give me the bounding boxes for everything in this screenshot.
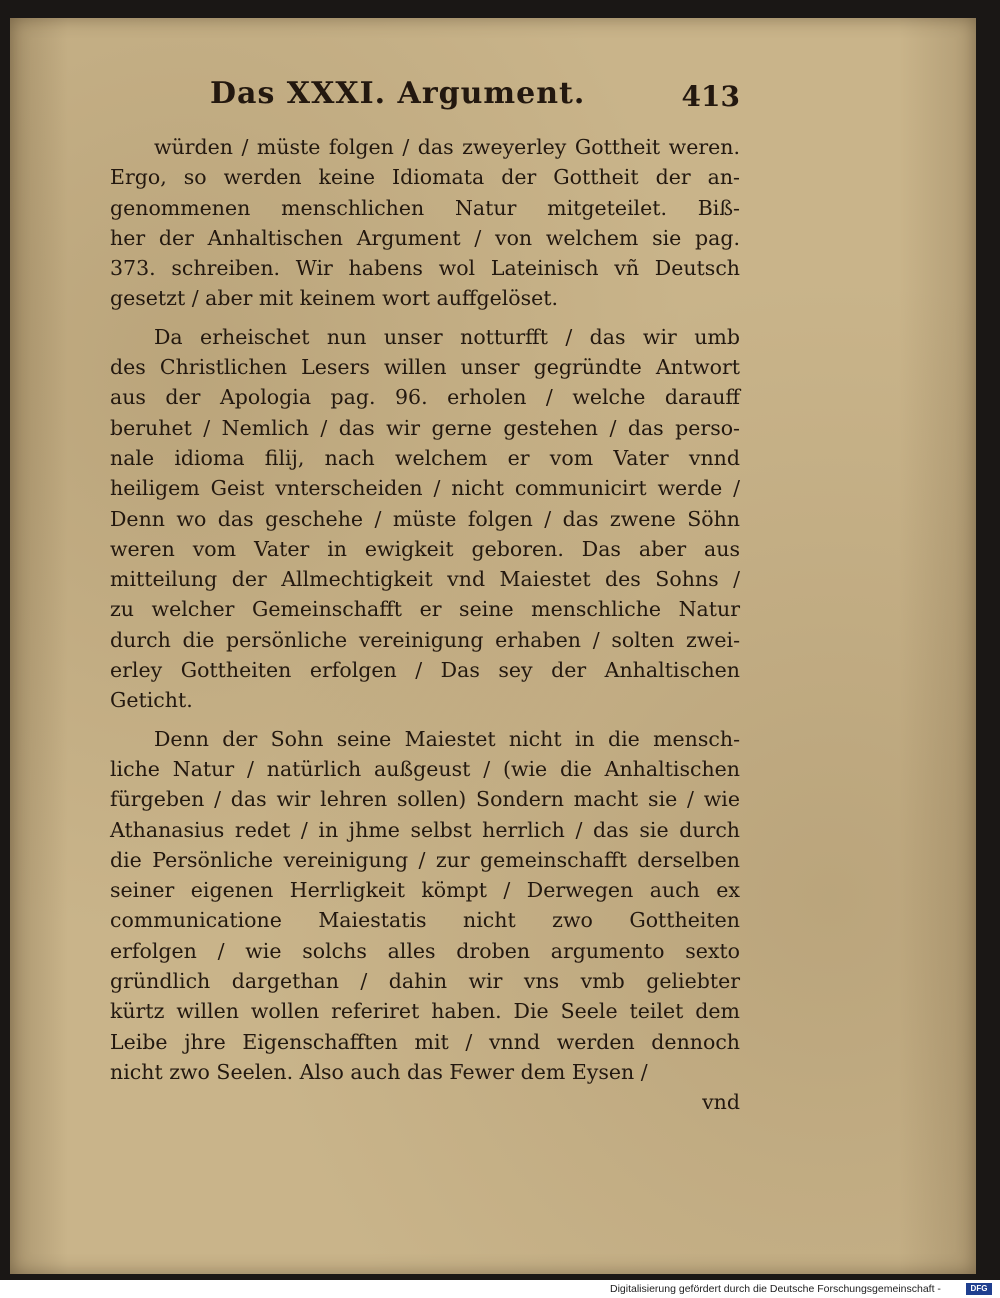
text-line: aus der Apologia pag. 96. erholen / welche darauff	[110, 385, 740, 410]
book-page	[10, 18, 976, 1274]
paragraph	[110, 322, 740, 716]
paragraph	[110, 724, 740, 1088]
text-line: Leibe jhre Eigenschafften mit / vnnd werden dennoch	[110, 1029, 740, 1054]
digitization-credit: Digitalisierung gefördert durch die Deutsche Forschungsgemeinschaft -	[610, 1283, 941, 1295]
text-line: beruhet / Nemlich / das wir gerne gestehen / das perso-	[110, 415, 740, 440]
text-line: zu welcher Gemeinschafft er seine menschliche Natur	[110, 597, 740, 622]
catchword: vnd	[702, 1090, 740, 1115]
text-line: nale idioma filij, nach welchem er vom Vater vnnd	[110, 445, 740, 470]
text-line: Geticht.	[110, 688, 193, 713]
text-line: fürgeben / das wir lehren sollen) Sondern macht sie / wie	[110, 787, 740, 812]
text-line: Denn der Sohn seine Maiestet nicht in die mensch-	[154, 726, 740, 751]
text-line: seiner eigenen Herrligkeit kömpt / Derwegen auch ex	[110, 878, 740, 903]
text-line: des Christlichen Lesers willen unser gegründte Antwort	[110, 355, 740, 380]
text-line: würden / müste folgen / das zweyerley Gottheit weren.	[154, 135, 740, 159]
page-number: 413	[681, 80, 740, 113]
paragraph-gap	[110, 314, 740, 322]
text-line: erley Gottheiten erfolgen / Das sey der Anhaltischen	[110, 658, 740, 683]
text-line: nicht zwo Seelen. Also auch das Fewer dem Eysen /	[110, 1059, 648, 1084]
text-line: weren vom Vater in ewigkeit geboren. Das aber aus	[110, 536, 740, 561]
paragraph	[110, 132, 740, 314]
text-line: die Persönliche vereinigung / zur gemeinschafft derselben	[110, 847, 740, 872]
text-line: mitteilung der Allmechtigkeit vnd Maiestet des Sohns /	[110, 567, 740, 592]
running-head	[110, 76, 740, 132]
text-line: gesetzt / aber mit keinem wort auffgelöset.	[110, 286, 559, 311]
text-line: Ergo, so werden keine Idiomata der Gottheit der an-	[110, 165, 740, 190]
text-line: genommenen menschlichen Natur mitgeteilet. Biß-	[110, 195, 740, 220]
text-line: Athanasius redet / in jhme selbst herrlich / das sie durch	[110, 817, 740, 842]
text-line: Denn wo das geschehe / müste folgen / das zwene Söhn	[110, 506, 740, 531]
text-line: gründlich dargethan / dahin wir vns vmb geliebter	[110, 969, 740, 994]
running-head-title: Das XXXI. Argument.	[210, 76, 586, 111]
text-line: 373. schreiben. Wir habens wol Lateinisch vñ Deutsch	[110, 256, 740, 281]
text-line: heiligem Geist vnterscheiden / nicht communicirt werde /	[110, 476, 740, 501]
text-line: Da erheischet nun unser notturfft / das wir umb	[154, 324, 740, 349]
paragraph-gap	[110, 716, 740, 724]
body-text	[110, 132, 740, 1087]
dfg-logo: DFG	[966, 1283, 992, 1295]
text-line: her der Anhaltischen Argument / von welchem sie pag.	[110, 225, 740, 250]
text-line: durch die persönliche vereinigung erhaben / solten zwei-	[110, 627, 740, 652]
text-line: erfolgen / wie solchs alles droben argumento sexto	[110, 938, 740, 963]
text-block	[110, 76, 740, 1117]
text-line: liche Natur / natürlich außgeust / (wie die Anhaltischen	[110, 756, 740, 781]
text-line: kürtz willen wollen referiret haben. Die Seele teilet dem	[110, 999, 740, 1024]
text-line: communicatione Maiestatis nicht zwo Gottheiten	[110, 908, 740, 933]
